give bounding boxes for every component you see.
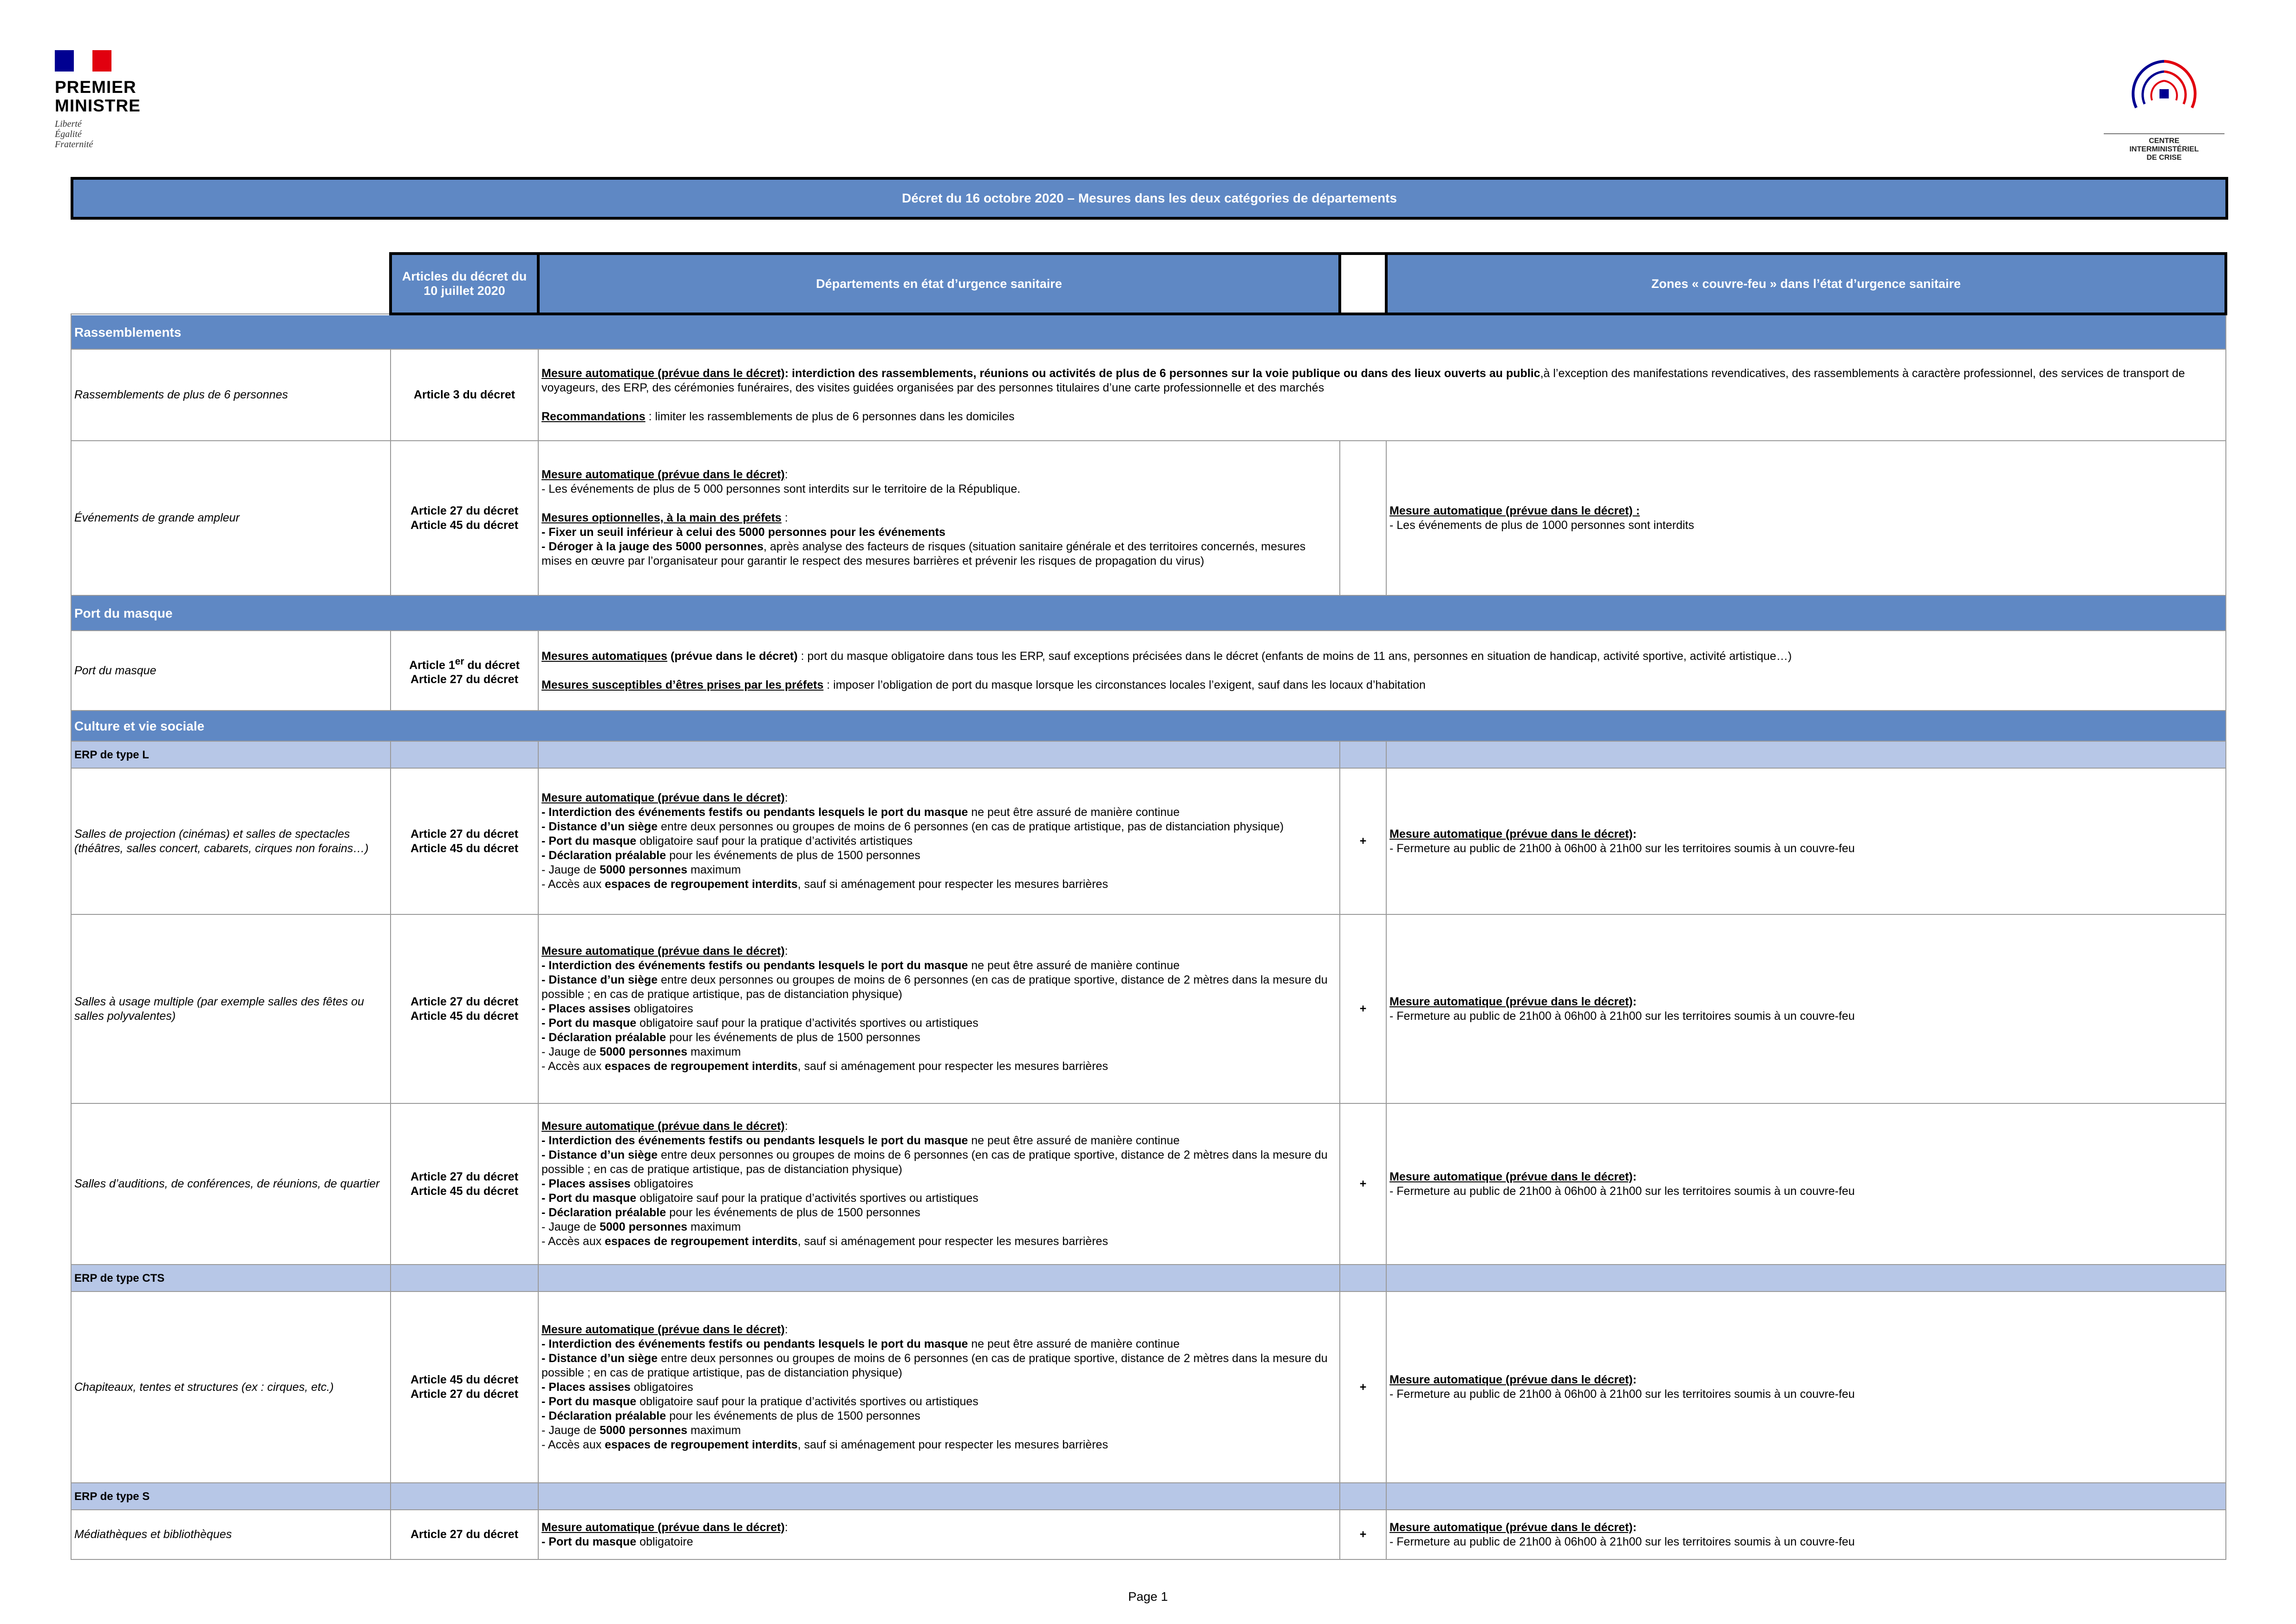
cic-logo	[2094, 52, 2234, 162]
crisis-center-icon	[2122, 52, 2206, 126]
row-urgence-measures: Mesure automatique (prévue dans le décret): - Port du masque obligatoire	[538, 1510, 1340, 1559]
section-row	[71, 595, 2226, 631]
section-rassemblements: Rassemblements	[71, 314, 2226, 349]
row-urgence-measures: Mesure automatique (prévue dans le décret): - Interdiction des événements festifs ou pendants lesquels le port du masque ne peut être assuré de manière continue - Distance d’un siège entre deux personnes ou groupes de moins de 6 personnes (en cas de pratique sportive, distance de 2 mètres dans la mesure du possible ; en cas de pratique artistique, pas de distanciation physique) - Places assises obligatoires - Port du masque obligatoire sauf pour la pratique d’activités sportives ou artistiques - Déclaration préalable pour les événements de plus de 1500 personnes - Jauge de 5000 personnes maximum - Accès aux espaces de regroupement interdits, sauf si aménagement pour respecter les mesures barrières	[538, 1103, 1340, 1265]
row-article: Article 27 du décret Article 45 du décret	[391, 768, 538, 914]
col-urgence: Départements en état d’urgence sanitaire	[538, 254, 1340, 314]
subsection-erp-l: ERP de type L	[71, 741, 391, 768]
row-topic: Rassemblements de plus de 6 personnes	[71, 349, 391, 441]
row-article: Article 27 du décret Article 45 du décret	[391, 441, 538, 595]
measures-table	[71, 252, 2227, 1560]
flag-icon	[55, 50, 111, 72]
row-couvre-feu-measures: Mesure automatique (prévue dans le décret): - Fermeture au public de 21h00 à 06h00 à 21h00 sur les territoires soumis à un couvre-feu	[1386, 768, 2226, 914]
table-row	[71, 349, 2226, 441]
row-topic: Événements de grande ampleur	[71, 441, 391, 595]
col-couvre-feu: Zones « couvre-feu » dans l’état d’urgence sanitaire	[1386, 254, 2226, 314]
row-urgence-measures: Mesure automatique (prévue dans le décret): - Interdiction des événements festifs ou pendants lesquels le port du masque ne peut être assuré de manière continue - Distance d’un siège entre deux personnes ou groupes de moins de 6 personnes (en cas de pratique sportive, distance de 2 mètres dans la mesure du possible ; en cas de pratique artistique, pas de distanciation physique) - Places assises obligatoires - Port du masque obligatoire sauf pour la pratique d’activités sportives ou artistiques - Déclaration préalable pour les événements de plus de 1500 personnes - Jauge de 5000 personnes maximum - Accès aux espaces de regroupement interdits, sauf si aménagement pour respecter les mesures barrières	[538, 914, 1340, 1103]
page-number: Page 1	[1128, 1590, 1168, 1604]
subsection-erp-s: ERP de type S	[71, 1483, 391, 1510]
row-article: Article 3 du décret	[391, 349, 538, 441]
table-row	[71, 631, 2226, 711]
row-couvre-feu-measures: Mesure automatique (prévue dans le décret): - Fermeture au public de 21h00 à 06h00 à 21h00 sur les territoires soumis à un couvre-feu	[1386, 1291, 2226, 1483]
row-plus: +	[1340, 1291, 1386, 1483]
row-topic: Salles à usage multiple (par exemple salles des fêtes ou salles polyvalentes)	[71, 914, 391, 1103]
row-measures: Mesures automatiques (prévue dans le décret) : port du masque obligatoire dans tous les ERP, sauf exceptions précisées dans le décret (enfants de moins de 11 ans, personnes en situation de handicap, activité sportive, activité artistique…) Mesures susceptibles d’êtres prises par les préfets : imposer l’obligation de port du masque lorsque les circonstances locales l’exigent, sauf dans les locaux d’habitation	[538, 631, 2226, 711]
col-plus	[1340, 254, 1386, 314]
row-article: Article 27 du décret Article 45 du décret	[391, 1103, 538, 1265]
section-row	[71, 711, 2226, 741]
table-header	[71, 254, 2226, 314]
subsection-row	[71, 1265, 2226, 1291]
cic-name: CENTRE INTERMINISTÉRIEL DE CRISE	[2129, 137, 2199, 162]
row-plus	[1340, 441, 1386, 595]
row-article: Article 1er du décret Article 27 du décret	[391, 631, 538, 711]
row-topic: Chapiteaux, tentes et structures (ex : cirques, etc.)	[71, 1291, 391, 1483]
section-culture: Culture et vie sociale	[71, 711, 2226, 741]
page-title: Décret du 16 octobre 2020 – Mesures dans les deux catégories de départements	[71, 177, 2228, 220]
gov-motto: Liberté Égalité Fraternité	[55, 119, 93, 150]
row-urgence-measures: Mesure automatique (prévue dans le décret): - Interdiction des événements festifs ou pendants lesquels le port du masque ne peut être assuré de manière continue - Distance d’un siège entre deux personnes ou groupes de moins de 6 personnes (en cas de pratique artistique, pas de distanciation physique) - Port du masque obligatoire sauf pour la pratique d’activités artistiques - Déclaration préalable pour les événements de plus de 1500 personnes - Jauge de 5000 personnes maximum - Accès aux espaces de regroupement interdits, sauf si aménagement pour respecter les mesures barrières	[538, 768, 1340, 914]
table-row	[71, 1510, 2226, 1559]
row-urgence-measures: Mesure automatique (prévue dans le décret): - Interdiction des événements festifs ou pendants lesquels le port du masque ne peut être assuré de manière continue - Distance d’un siège entre deux personnes ou groupes de moins de 6 personnes (en cas de pratique sportive, distance de 2 mètres dans la mesure du possible ; en cas de pratique artistique, pas de distanciation physique) - Places assises obligatoires - Port du masque obligatoire sauf pour la pratique d’activités sportives ou artistiques - Déclaration préalable pour les événements de plus de 1500 personnes - Jauge de 5000 personnes maximum - Accès aux espaces de regroupement interdits, sauf si aménagement pour respecter les mesures barrières	[538, 1291, 1340, 1483]
row-plus: +	[1340, 914, 1386, 1103]
row-couvre-feu-measures: Mesure automatique (prévue dans le décret): - Fermeture au public de 21h00 à 06h00 à 21h00 sur les territoires soumis à un couvre-feu	[1386, 1510, 2226, 1559]
gov-name: PREMIER MINISTRE	[55, 78, 141, 115]
cic-divider	[2104, 133, 2224, 134]
header-blank	[71, 254, 391, 314]
row-plus: +	[1340, 1510, 1386, 1559]
col-articles: Articles du décret du 10 juillet 2020	[391, 254, 538, 314]
table-row	[71, 441, 2226, 595]
table-row	[71, 1103, 2226, 1265]
section-masque: Port du masque	[71, 595, 2226, 631]
table-row	[71, 768, 2226, 914]
row-couvre-feu-measures: Mesure automatique (prévue dans le décret): - Fermeture au public de 21h00 à 06h00 à 21h00 sur les territoires soumis à un couvre-feu	[1386, 914, 2226, 1103]
row-topic: Port du masque	[71, 631, 391, 711]
row-topic: Salles d’auditions, de conférences, de réunions, de quartier	[71, 1103, 391, 1265]
subsection-row	[71, 741, 2226, 768]
row-couvre-feu-measures: Mesure automatique (prévue dans le décret) : - Les événements de plus de 1000 personnes sont interdits	[1386, 441, 2226, 595]
row-topic: Médiathèques et bibliothèques	[71, 1510, 391, 1559]
row-article: Article 27 du décret Article 45 du décret	[391, 914, 538, 1103]
row-urgence-measures: Mesure automatique (prévue dans le décret): - Les événements de plus de 5 000 personnes sont interdits sur le territoire de la République. Mesures optionnelles, à la main des préfets : - Fixer un seuil inférieur à celui des 5000 personnes pour les événements - Déroger à la jauge des 5000 personnes, après analyse des facteurs de risques (situation sanitaire générale et des territoires concernés, mesures mises en œuvre par l’organisateur pour garantir le respect des mesures barrières et prévenir les risques de propagation du virus)	[538, 441, 1340, 595]
row-article: Article 27 du décret	[391, 1510, 538, 1559]
section-row	[71, 314, 2226, 349]
row-plus: +	[1340, 1103, 1386, 1265]
row-measures: Mesure automatique (prévue dans le décret): interdiction des rassemblements, réunions ou activités de plus de 6 personnes sur la voie publique ou dans des lieux ouverts au public,à l’exception des manifestations revendicatives, des rassemblements à caractère professionnel, des services de transport de voyageurs, des ERP, des cérémonies funéraires, des visites guidées organisées par des personnes titulaires d’une carte professionnelle et des marchés Recommandations : limiter les rassemblements de plus de 6 personnes dans les domiciles	[538, 349, 2226, 441]
subsection-row	[71, 1483, 2226, 1510]
row-couvre-feu-measures: Mesure automatique (prévue dans le décret): - Fermeture au public de 21h00 à 06h00 à 21h00 sur les territoires soumis à un couvre-feu	[1386, 1103, 2226, 1265]
row-topic: Salles de projection (cinémas) et salles de spectacles (théâtres, salles concert, cabarets, cirques non forains…)	[71, 768, 391, 914]
table-row	[71, 914, 2226, 1103]
subsection-erp-cts: ERP de type CTS	[71, 1265, 391, 1291]
row-plus: +	[1340, 768, 1386, 914]
row-article: Article 45 du décret Article 27 du décret	[391, 1291, 538, 1483]
table-row	[71, 1291, 2226, 1483]
gov-logo	[55, 50, 176, 150]
